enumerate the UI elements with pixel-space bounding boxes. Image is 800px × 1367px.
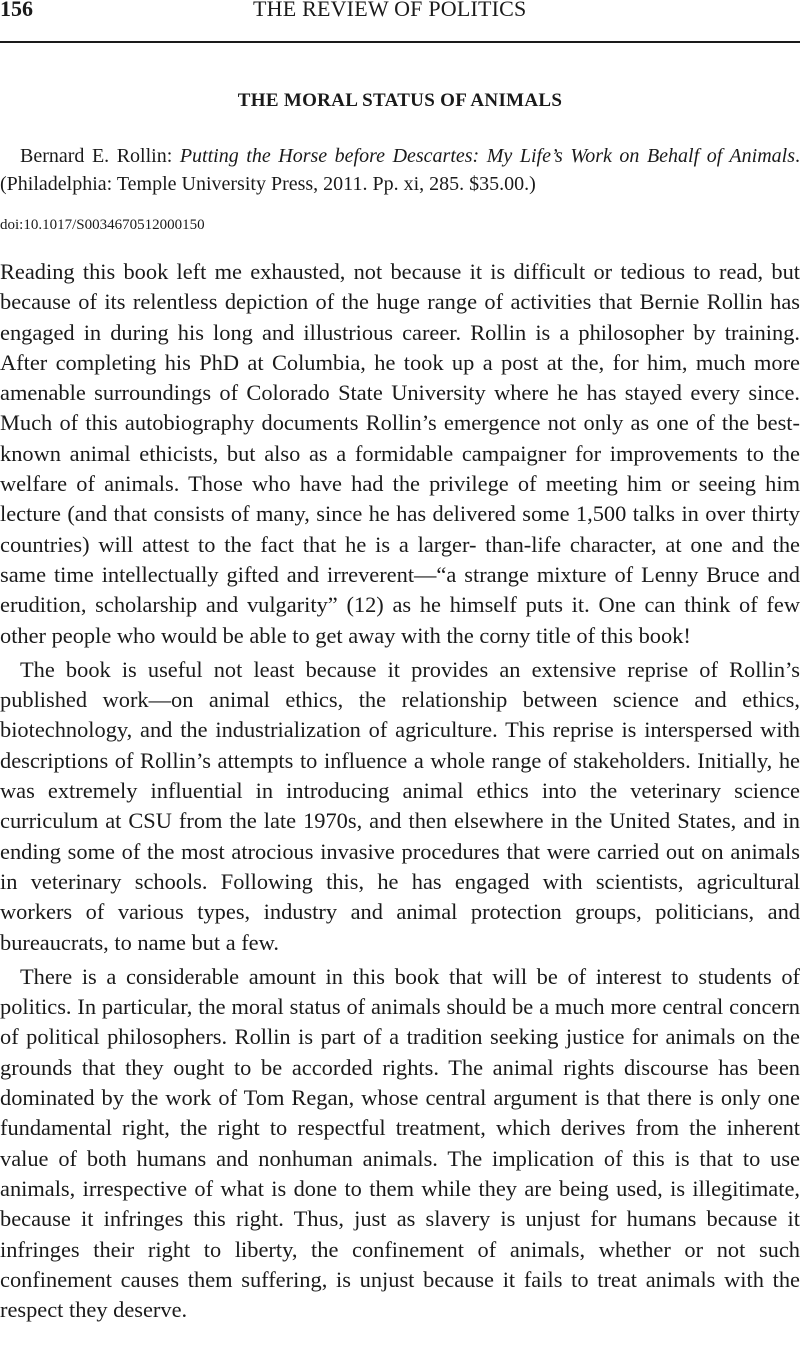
citation-author: Bernard E. Rollin:: [20, 145, 180, 167]
header-rule: [0, 41, 800, 43]
doi-link[interactable]: doi:10.1017/S0034670512000150: [0, 217, 205, 233]
article-body: [0, 257, 800, 1325]
page-number: 156: [0, 0, 33, 21]
running-head: THE REVIEW OF POLITICS: [253, 0, 527, 21]
page-header: [0, 0, 800, 26]
citation-book-title: Putting the Horse before Descartes: My Life’s Work on Behalf of Animals: [179, 145, 795, 167]
paragraph-3: There is a considerable amount in this book that will be of interest to students of politics. In particular, the moral status of animals should be a much more central concern of political philosophers. Rollin is part of a tradition seeking justice for animals on the grounds that they ought to be accorded rights. The animal rights discourse has been dominated by the work of Tom Regan, whose central argument is that there is only one fundamental right, the right to respectful treatment, which derives from the inherent value of both humans and nonhuman animals. The implication of this is that to use animals, irrespective of what is done to them while they are being used, is illegitimate, because it infringes this right. Thus, just as slavery is unjust for humans because it infringes their right to liberty, the confinement of animals, whether or not such confinement causes them suffering, is unjust because it fails to treat animals with the respect they deserve.: [0, 963, 800, 1323]
article-title: THE MORAL STATUS OF ANIMALS: [237, 90, 563, 111]
citation-publication: . (Philadelphia: Temple University Press, 2011. Pp. xi, 285. $35.00.): [0, 145, 800, 195]
paragraph-2: The book is useful not least because it provides an extensive reprise of Rollin’s published work—on animal ethics, the relationship between science and ethics, biotechnology, and the industrialization of agriculture. This reprise is interspersed with descriptions of Rollin’s attempts to influence a whole range of stakeholders. Initially, he was extremely influential in introducing animal ethics into the veterinary science curriculum at CSU from the late 1970s, and then elsewhere in the United States, and in ending some of the most atrocious invasive procedures that were carried out on animals in veterinary schools. Following this, he has engaged with scientists, agricultural workers of various types, industry and animal protection groups, politicians, and bureaucrats, to name but a few.: [0, 656, 800, 955]
book-citation: [0, 142, 800, 198]
paragraph-1: Reading this book left me exhausted, not because it is difficult or tedious to read, but because of its relentless depiction of the huge range of activities that Bernie Rollin has engaged in during his long and illustrious career. Rollin is a philosopher by training. After completing his PhD at Columbia, he took up a post at the, for him, much more amenable surroundings of Colorado State University where he has stayed every since. Much of this autobiography documents Rollin’s emergence not only as one of the best-known animal ethicists, but also as a formidable campaigner for improvements to the welfare of animals. Those who have had the privilege of meeting him or seeing him lecture (and that consists of many, since he has delivered some 1,500 talks in over thirty countries) will attest to the fact that he is a larger- than-life character, at one and the same time intellectually gifted and irreverent—“a strange mixture of Lenny Bruce and erudition, scholarship and vulgarity” (12) as he himself puts it. One can think of few other people who would be able to get away with the corny title of this book!: [0, 259, 800, 648]
